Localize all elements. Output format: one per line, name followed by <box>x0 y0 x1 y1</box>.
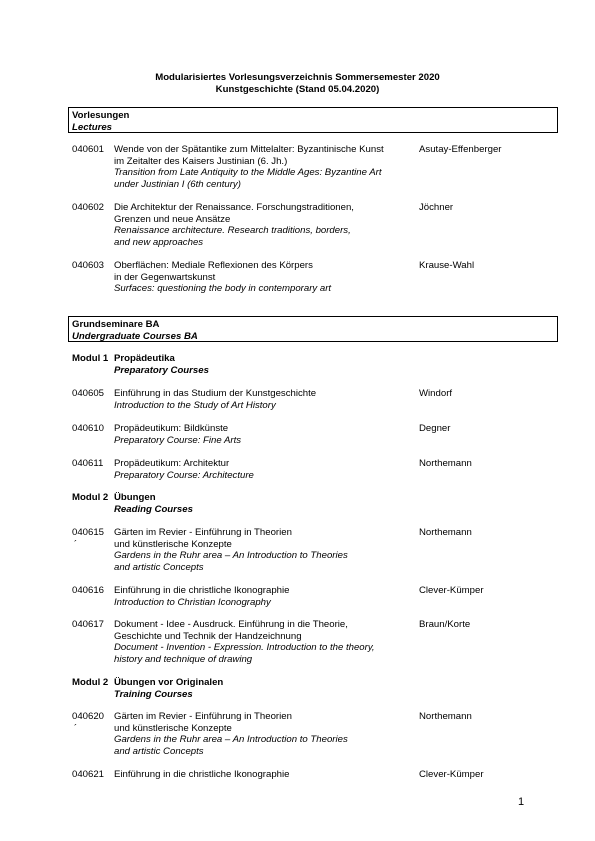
course-description <box>114 144 414 190</box>
lecturer-name: Degner <box>419 423 451 434</box>
course-code: 040616 <box>72 585 105 596</box>
course-title-en: and artistic Concepts <box>114 561 204 573</box>
course-title-de: Einführung in die christliche Ikonographie <box>114 585 290 596</box>
course-description <box>114 458 414 481</box>
course-title-de: Propädeutikum: Architektur <box>114 458 230 469</box>
course-title-de: und künstlerische Konzepte <box>114 722 232 734</box>
course-title-de: Geschichte und Technik der Handzeichnung <box>114 630 302 642</box>
lecturer-name: Krause-Wahl <box>419 260 475 271</box>
module-label: Modul 2 <box>72 492 109 503</box>
course-description <box>114 585 414 608</box>
lecturer-name: Northemann <box>419 458 472 469</box>
course-code: 040610 <box>72 423 105 434</box>
section-title: Grundseminare BA <box>72 319 160 330</box>
course-title-en: Introduction to the Study of Art History <box>114 399 276 411</box>
course-description <box>114 711 414 757</box>
course-code: 040611 <box>72 458 104 469</box>
course-title-de: Gärten im Revier - Einführung in Theorien <box>114 527 292 538</box>
course-description <box>114 619 414 665</box>
course-code: 040605 <box>72 388 105 399</box>
course-mark: ´ <box>74 539 78 550</box>
course-title-en: under Justinian I (6th century) <box>114 178 241 190</box>
module-title-en: Reading Courses <box>114 504 193 515</box>
title-line: Kunstgeschichte (Stand 05.04.2020) <box>215 83 380 95</box>
course-description <box>114 388 414 411</box>
section-subtitle: Undergraduate Courses BA <box>72 330 198 342</box>
course-title-en: Surfaces: questioning the body in contemporary art <box>114 283 332 294</box>
course-description <box>114 769 414 781</box>
course-description <box>114 202 414 248</box>
course-title-de: in der Gegenwartskunst <box>114 271 216 283</box>
course-code: 040621 <box>72 769 105 780</box>
lecturer-name: Jöchner <box>419 202 454 213</box>
course-title-de: Grenzen und neue Ansätze <box>114 213 231 225</box>
course-title-en: Renaissance architecture. Research traditions, borders, <box>114 225 351 236</box>
document-title <box>0 72 595 95</box>
module-title: Übungen vor Originalen <box>114 677 224 688</box>
course-code: 040615 <box>72 527 105 538</box>
course-title-de: Einführung in die christliche Ikonographie <box>114 769 290 780</box>
lecturer-name: Braun/Korte <box>419 619 471 630</box>
title-line: Modularisiertes Vorlesungsverzeichnis Sommersemester 2020 <box>155 72 440 83</box>
course-title-de: Wende von der Spätantike zum Mittelalter: Byzantinische Kunst <box>114 144 384 155</box>
module-label: Modul 2 <box>72 677 109 688</box>
course-mark: ´ <box>74 723 78 734</box>
page-number: 1 <box>518 796 525 808</box>
lecturer-name: Clever-Kümper <box>419 769 484 780</box>
course-title-en: and artistic Concepts <box>114 745 204 757</box>
lecturer-name: Northemann <box>419 527 472 538</box>
course-title-de: Gärten im Revier - Einführung in Theorien <box>114 711 292 722</box>
course-code: 040617 <box>72 619 105 630</box>
module-label: Modul 1 <box>72 353 109 364</box>
lecturer-name: Northemann <box>419 711 472 722</box>
course-title-en: Preparatory Course: Fine Arts <box>114 434 242 446</box>
course-title-de: Die Architektur der Renaissance. Forschungstraditionen, <box>114 202 354 213</box>
course-title-de: Dokument - Idee - Ausdruck. Einführung in die Theorie, <box>114 619 348 630</box>
course-title-de: Propädeutikum: Bildkünste <box>114 423 229 434</box>
module-title-en: Preparatory Courses <box>114 365 209 376</box>
course-code: 040602 <box>72 202 105 213</box>
lecturer-name: Clever-Kümper <box>419 585 484 596</box>
course-title-en: Preparatory Course: Architecture <box>114 469 254 481</box>
section-subtitle: Lectures <box>72 121 112 133</box>
course-title-en: Introduction to Christian Iconography <box>114 596 271 608</box>
course-code: 040603 <box>72 260 105 271</box>
lecturer-name: Windorf <box>419 388 453 399</box>
module-title: Übungen <box>114 492 156 503</box>
course-title-de: Oberflächen: Mediale Reflexionen des Körpers <box>114 260 313 271</box>
course-title-de: Einführung in das Studium der Kunstgeschichte <box>114 388 317 399</box>
course-title-de: und künstlerische Konzepte <box>114 538 232 550</box>
course-description <box>114 260 414 295</box>
course-title-de: im Zeitalter des Kaisers Justinian (6. Jh.) <box>114 155 288 167</box>
section-title: Vorlesungen <box>72 110 130 121</box>
course-title-en: and new approaches <box>114 236 204 248</box>
course-title-en: Gardens in the Ruhr area – An Introduction to Theories <box>114 550 348 561</box>
section-header-undergrad <box>68 316 558 342</box>
course-description <box>114 527 414 573</box>
module-title: Propädeutika <box>114 353 175 364</box>
course-title-en: history and technique of drawing <box>114 653 253 665</box>
course-title-en: Transition from Late Antiquity to the Middle Ages: Byzantine Art <box>114 167 382 178</box>
course-title-en: Document - Invention - Expression. Introduction to the theory, <box>114 642 375 653</box>
lecturer-name: Asutay-Effenberger <box>419 144 502 155</box>
course-code: 040601 <box>72 144 105 155</box>
module-title-en: Training Courses <box>114 689 193 700</box>
course-description <box>114 423 414 446</box>
section-header-lectures <box>68 107 558 133</box>
course-code: 040620 <box>72 711 105 722</box>
course-title-en: Gardens in the Ruhr area – An Introduction to Theories <box>114 734 348 745</box>
